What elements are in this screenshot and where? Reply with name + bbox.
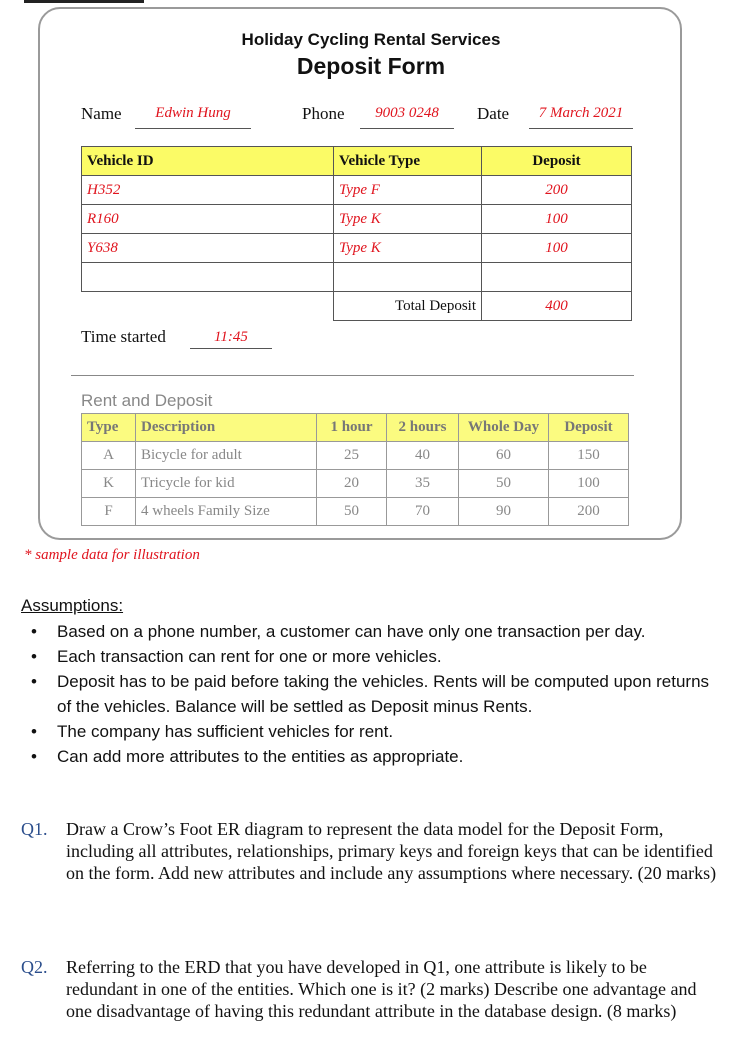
question-1 xyxy=(21,818,721,884)
vehicle-id-cell: Y638 xyxy=(82,234,334,263)
list-item xyxy=(21,669,721,719)
rent-header-whole-day: Whole Day xyxy=(459,414,549,442)
rent-type-cell: F xyxy=(82,498,136,526)
company-name: Holiday Cycling Rental Services xyxy=(241,30,501,49)
rent-1-hour-cell: 20 xyxy=(317,470,387,498)
table-row-empty xyxy=(82,263,632,292)
deposit-table xyxy=(81,146,632,321)
deposit-cell: 100 xyxy=(482,205,632,234)
rent-header-1-hour: 1 hour xyxy=(317,414,387,442)
table-row xyxy=(82,234,632,263)
rent-header-row xyxy=(82,414,629,442)
rent-whole-day-cell: 90 xyxy=(459,498,549,526)
assumption-text: The company has sufficient vehicles for rent. xyxy=(57,722,394,741)
question-number: Q1. xyxy=(21,819,48,839)
list-item xyxy=(21,744,721,769)
phone-value: 9003 0248 xyxy=(375,105,439,121)
rent-header-deposit: Deposit xyxy=(549,414,629,442)
date-label: Date xyxy=(477,104,510,123)
rent-2-hours-cell: 40 xyxy=(387,442,459,470)
rent-type-cell: K xyxy=(82,470,136,498)
bullet: • xyxy=(31,672,37,691)
table-row xyxy=(82,442,629,470)
rent-2-hours-cell: 35 xyxy=(387,470,459,498)
empty-cell xyxy=(482,263,632,292)
bullet: • xyxy=(31,647,37,666)
phone-label: Phone xyxy=(302,104,345,123)
empty-cell xyxy=(82,263,334,292)
bullet: • xyxy=(31,747,37,766)
empty-cell xyxy=(334,263,482,292)
bullet: • xyxy=(31,622,37,641)
table-row xyxy=(82,470,629,498)
table-row xyxy=(82,498,629,526)
deposit-cell: 100 xyxy=(482,234,632,263)
rent-deposit-cell: 100 xyxy=(549,470,629,498)
question-number: Q2. xyxy=(21,957,48,977)
date-underline xyxy=(529,128,633,129)
name-underline xyxy=(135,128,251,129)
list-item xyxy=(21,719,721,744)
bullet: • xyxy=(31,722,37,741)
total-deposit-label: Total Deposit xyxy=(334,292,482,321)
vehicle-type-cell: Type F xyxy=(334,176,482,205)
rent-deposit-cell: 150 xyxy=(549,442,629,470)
rent-1-hour-cell: 50 xyxy=(317,498,387,526)
rent-2-hours-cell: 70 xyxy=(387,498,459,526)
rent-header-2-hours: 2 hours xyxy=(387,414,459,442)
rent-description-cell: Tricycle for kid xyxy=(136,470,317,498)
rent-table-caption: Rent and Deposit xyxy=(81,391,213,410)
header-deposit: Deposit xyxy=(482,147,632,176)
assumption-text: Based on a phone number, a customer can have only one transaction per day. xyxy=(57,622,646,641)
total-deposit-value: 400 xyxy=(482,292,632,321)
customer-name-value: Edwin Hung xyxy=(155,105,231,121)
rent-description-cell: 4 wheels Family Size xyxy=(136,498,317,526)
total-row xyxy=(82,292,632,321)
vehicle-id-cell: H352 xyxy=(82,176,334,205)
deposit-cell: 200 xyxy=(482,176,632,205)
top-edge-artifact xyxy=(24,0,144,3)
rent-deposit-cell: 200 xyxy=(549,498,629,526)
header-vehicle-type: Vehicle Type xyxy=(334,147,482,176)
time-started-value: 11:45 xyxy=(214,329,248,345)
form-title: Deposit Form xyxy=(296,53,446,79)
assumption-text: Deposit has to be paid before taking the vehicles. Rents will be computed upon returns of the vehicles. Balance will be settled as Deposit minus Rents. xyxy=(57,672,710,716)
blank-cell xyxy=(82,292,334,321)
question-text: Draw a Crow’s Foot ER diagram to represent the data model for the Deposit Form, including all attributes, relationships, primary keys and foreign keys that can be identified on the form. Add new attributes and include any assumptions where necessary. (20 marks) xyxy=(66,819,717,883)
table-header-row xyxy=(82,147,632,176)
vehicle-type-cell: Type K xyxy=(334,205,482,234)
vehicle-type-cell: Type K xyxy=(334,234,482,263)
name-label: Name xyxy=(81,104,122,123)
header-vehicle-id: Vehicle ID xyxy=(82,147,334,176)
rent-type-cell: A xyxy=(82,442,136,470)
date-value: 7 March 2021 xyxy=(538,105,624,121)
rent-whole-day-cell: 60 xyxy=(459,442,549,470)
rent-whole-day-cell: 50 xyxy=(459,470,549,498)
time-started-label: Time started xyxy=(81,327,166,346)
sample-data-note: * sample data for illustration xyxy=(24,547,200,563)
assumption-text: Each transaction can rent for one or more vehicles. xyxy=(57,647,442,666)
section-divider xyxy=(71,375,634,376)
phone-underline xyxy=(360,128,454,129)
table-row xyxy=(82,176,632,205)
list-item xyxy=(21,619,721,644)
rent-header-type: Type xyxy=(82,414,136,442)
question-2 xyxy=(21,956,721,1022)
time-underline xyxy=(190,348,272,349)
rent-1-hour-cell: 25 xyxy=(317,442,387,470)
assumptions-list xyxy=(21,619,721,769)
question-text: Referring to the ERD that you have developed in Q1, one attribute is likely to be redundant in one of the entities. Which one is it? (2 marks) Describe one advantage and one disadvantage of having this redundant attribute in the database design. (8 marks) xyxy=(66,957,697,1021)
rent-header-description: Description xyxy=(136,414,317,442)
assumptions-title: Assumptions: xyxy=(21,596,124,615)
vehicle-id-cell: R160 xyxy=(82,205,334,234)
assumption-text: Can add more attributes to the entities as appropriate. xyxy=(57,747,464,766)
rent-table xyxy=(81,413,629,526)
rent-description-cell: Bicycle for adult xyxy=(136,442,317,470)
list-item xyxy=(21,644,721,669)
table-row xyxy=(82,205,632,234)
